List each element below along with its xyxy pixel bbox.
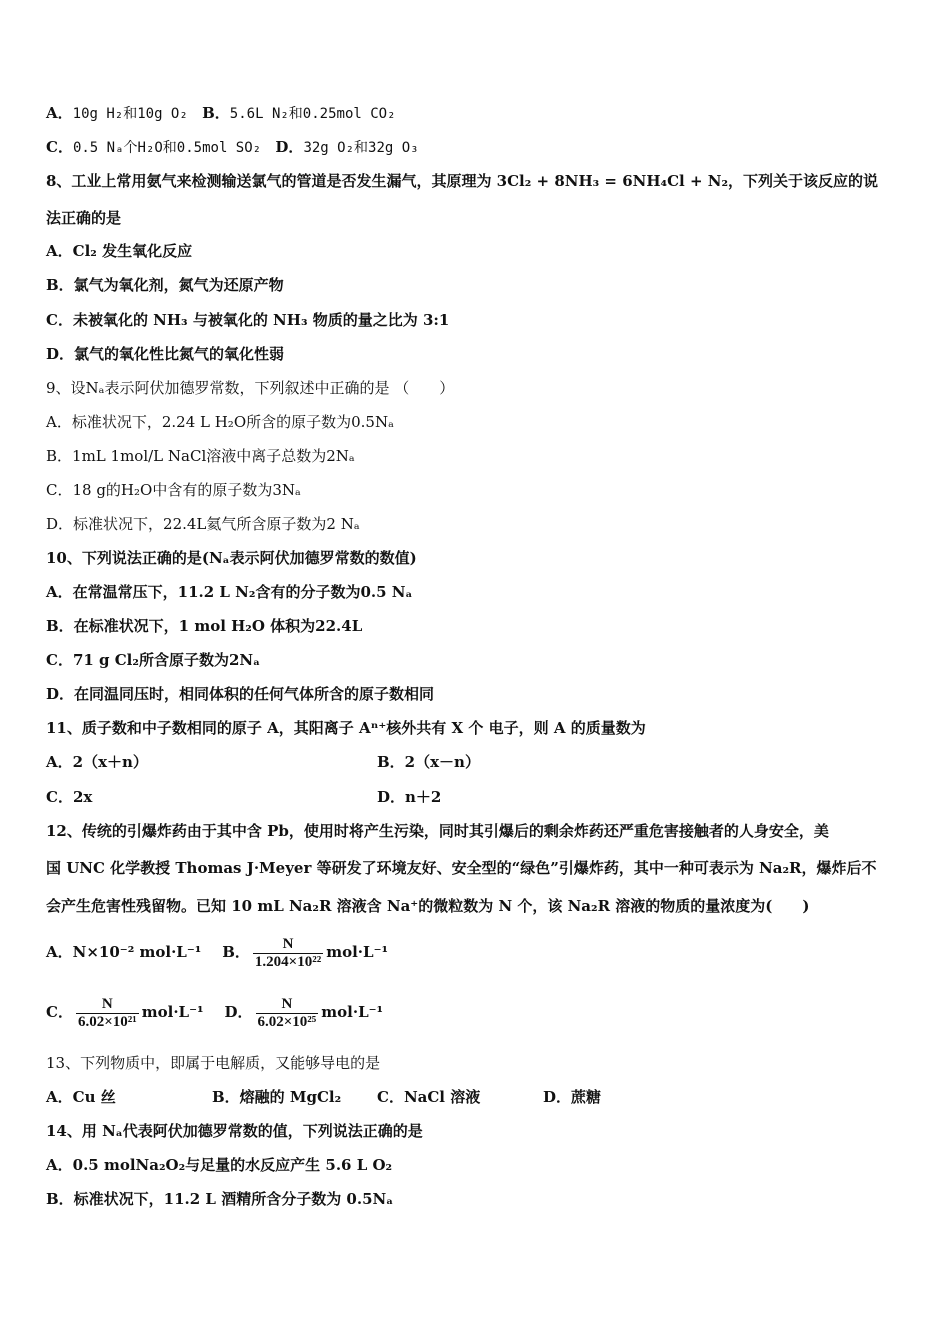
q13-optD: D．蔗糖	[543, 1088, 602, 1106]
q14-stem: 14、用 Nₐ代表阿伏加德罗常数的值，下列说法正确的是	[46, 1122, 423, 1140]
q12-stem-line2: 国 UNC 化学教授 Thomas J·Meyer 等研发了环境友好、安全型的“绿色”引爆炸药，其中一种可表示为 Na₂R，爆炸后不	[46, 859, 877, 877]
q12-optD-label: D．	[224, 1003, 253, 1021]
q9-optC: C．18 g的H₂O中含有的原子数为3Nₐ	[46, 481, 301, 499]
q7-options-row2	[46, 137, 419, 158]
q10-stem: 10、下列说法正确的是(Nₐ表示阿伏加德罗常数的数值)	[46, 549, 417, 567]
q7-optA-label: A．	[46, 104, 73, 122]
q12-stem-line1: 12、传统的引爆炸药由于其中含 Pb，使用时将产生污染，同时其引爆后的剩余炸药还严重危害接触者的人身安全，美	[46, 822, 829, 840]
q11-optD: D．n＋2	[377, 788, 442, 806]
q13-optB: B．熔融的 MgCl₂	[212, 1088, 342, 1106]
q13-optC: C．NaCl 溶液	[377, 1088, 481, 1106]
q12-optD-denominator: 6.02×10²⁵	[257, 1013, 317, 1030]
q8-optC: C．未被氧化的 NH₃ 与被氧化的 NH₃ 物质的量之比为 3:1	[46, 311, 450, 329]
q9-stem: 9、设Nₐ表示阿伏加德罗常数，下列叙述中正确的是 （ ）	[46, 379, 455, 397]
q7-optC-text: 0.5 Nₐ个H₂O和0.5mol SO₂	[72, 140, 262, 156]
q10-optA: A．在常温常压下，11.2 L N₂含有的分子数为0.5 Nₐ	[46, 583, 413, 601]
q12-optB-numerator: N	[282, 935, 294, 952]
q12-optB-denominator: 1.204×10²²	[254, 953, 322, 970]
q9-optD: D．标准状况下，22.4L氦气所含原子数为2 Nₐ	[46, 515, 360, 533]
q11-stem: 11、质子数和中子数相同的原子 A，其阳离子 Aⁿ⁺核外共有 X 个 电子，则 A 的质量数为	[46, 719, 646, 737]
q7-optD-label: D．	[275, 138, 304, 156]
q12-optC-numerator: N	[101, 995, 113, 1012]
q10-optC: C．71 g Cl₂所含原子数为2Nₐ	[46, 651, 261, 669]
q8-optB: B．氯气为氧化剂，氮气为还原产物	[46, 276, 284, 294]
q9-optB: B．1mL 1mol/L NaCl溶液中离子总数为2Nₐ	[46, 447, 355, 465]
q12-optC-denominator: 6.02×10²¹	[77, 1013, 137, 1030]
q12-optC-fraction	[76, 996, 139, 1031]
q12-optD-numerator: N	[281, 995, 293, 1012]
q13-optA: A．Cu 丝	[46, 1088, 116, 1106]
q12-options-row1	[46, 934, 388, 971]
q8-optD: D．氯气的氧化性比氮气的氧化性弱	[46, 345, 285, 363]
q12-optB-fraction	[253, 936, 323, 971]
q12-optB-label: B．	[222, 943, 250, 961]
q11-optC: C．2x	[46, 788, 93, 806]
q14-optA: A．0.5 molNa₂O₂与足量的水反应产生 5.6 L O₂	[46, 1156, 393, 1174]
q12-optD-unit: mol·L⁻¹	[321, 1003, 384, 1021]
q12-optC-label: C．	[46, 1003, 73, 1021]
q12-stem-line3: 会产生危害性残留物。已知 10 mL Na₂R 溶液含 Na⁺的微粒数为 N 个，该 Na₂R 溶液的物质的量浓度为( )	[46, 897, 810, 915]
q11-optA: A．2（x＋n）	[46, 753, 148, 771]
q9-optA: A．标准状况下，2.24 L H₂O所含的原子数为0.5Nₐ	[46, 413, 394, 431]
q7-optA-text: 10g H₂和10g O₂	[72, 106, 188, 122]
q13-stem: 13、下列物质中，即属于电解质，又能够导电的是	[46, 1054, 381, 1072]
q12-options-row2	[46, 994, 383, 1031]
q7-options-row1	[46, 103, 396, 124]
q11-optB: B．2（x－n）	[377, 753, 480, 771]
q7-optC-label: C．	[46, 138, 73, 156]
q7-optB-text: 5.6L N₂和0.25mol CO₂	[229, 106, 396, 122]
q10-optB: B．在标准状况下，1 mol H₂O 体积为22.4L	[46, 617, 363, 635]
q12-optA: A．N×10⁻² mol·L⁻¹	[46, 943, 202, 961]
q12-optC-unit: mol·L⁻¹	[141, 1003, 204, 1021]
q7-optD-text: 32g O₂和32g O₃	[303, 140, 419, 156]
q8-optA: A．Cl₂ 发生氧化反应	[46, 242, 193, 260]
q12-optB-unit: mol·L⁻¹	[326, 943, 389, 961]
q7-optB-label: B．	[202, 104, 230, 122]
q14-optB: B．标准状况下，11.2 L 酒精所含分子数为 0.5Nₐ	[46, 1190, 394, 1208]
q8-stem-line2: 法正确的是	[46, 209, 122, 227]
q10-optD: D．在同温同压时，相同体积的任何气体所含的原子数相同	[46, 685, 435, 703]
q8-stem-line1: 8、工业上常用氨气来检测输送氯气的管道是否发生漏气，其原理为 3Cl₂ + 8NH₃ = 6NH₄Cl + N₂，下列关于该反应的说	[46, 172, 879, 190]
q12-optD-fraction	[256, 996, 319, 1031]
